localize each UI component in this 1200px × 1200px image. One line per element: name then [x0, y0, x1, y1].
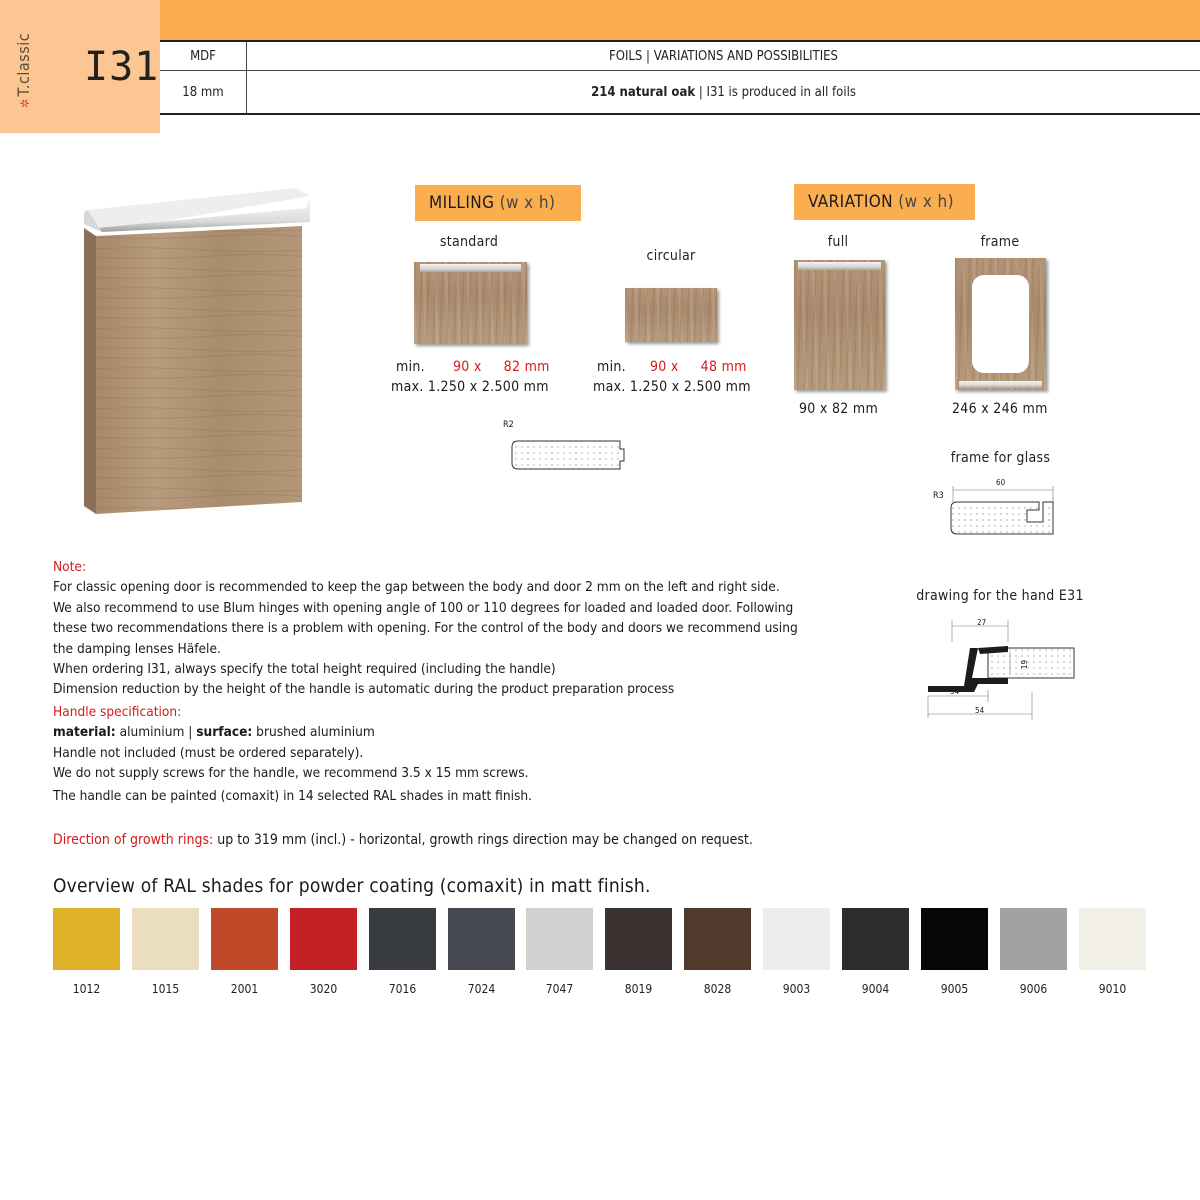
ral-swatch-code: 2001 — [230, 982, 259, 996]
milling-circular-label: circular — [646, 248, 696, 264]
frame-for-glass-label: frame for glass — [950, 450, 1051, 466]
foils-header: FOILS | VARIATIONS AND POSSIBILITIES — [247, 41, 1200, 71]
handle-line: We do not supply screws for the handle, we recommend 3.5 x 15 mm screws. — [53, 765, 529, 782]
standard-min-label: min. — [396, 359, 425, 375]
ral-swatch-code: 7024 — [467, 982, 496, 996]
milling-tab — [415, 185, 581, 221]
material-value: aluminium | — [115, 724, 197, 741]
handle-painted-line: The handle can be painted (comaxit) in 14 selected RAL shades in matt finish. — [53, 788, 533, 805]
foils-value — [247, 71, 1200, 115]
ral-swatch — [605, 908, 672, 970]
r3-label: R3 — [933, 491, 944, 501]
thickness-value: 18 mm — [160, 71, 247, 115]
note-line: When ordering I31, always specify the total height required (including the handle) — [53, 661, 556, 678]
material-header: MDF — [160, 41, 247, 71]
growth-rings-line — [53, 832, 753, 848]
circular-min-label: min. — [597, 359, 626, 375]
note-line: We also recommend to use Blum hinges with opening angle of 100 or 110 degrees for loaded and loaded door. Following these two recommendations there is a problem with opening. For the control of the body and doors we recommend using the damping lenses Häfele. — [53, 599, 798, 657]
circular-min-h: 48 mm — [700, 359, 747, 375]
ral-swatch-code: 1015 — [151, 982, 180, 996]
brand-name — [14, 33, 33, 108]
variation-sub: (w x h) — [898, 192, 954, 212]
glass-width-label: 60 — [996, 478, 1006, 487]
ral-swatch — [448, 908, 515, 970]
circular-min — [597, 359, 747, 375]
glass-profile-drawing — [945, 482, 1060, 542]
variation-tab — [794, 184, 975, 220]
ral-swatch — [921, 908, 988, 970]
standard-handle — [420, 264, 521, 272]
full-door-thumb — [794, 260, 885, 390]
brand-logo-icon: ✲ — [18, 98, 32, 108]
full-handle — [798, 262, 881, 270]
ral-swatch — [132, 908, 199, 970]
note-heading: Note: — [53, 559, 87, 575]
ral-swatch — [842, 908, 909, 970]
standard-min-h: 82 mm — [503, 359, 550, 375]
ral-swatch — [53, 908, 120, 970]
note-line: For classic opening door is recommended to keep the gap between the body and door 2 mm on the left and right side. — [53, 579, 780, 596]
standard-min-w: 90 x — [452, 359, 482, 375]
frame-door-thumb — [955, 258, 1046, 390]
circular-min-w: 90 x — [649, 359, 679, 375]
r2-profile-drawing — [508, 433, 633, 483]
variation-title: VARIATION — [808, 192, 894, 212]
hand-drawing-label: drawing for the hand E31 — [916, 588, 1084, 604]
ral-swatch-code: 3020 — [309, 982, 338, 996]
variation-full-label: full — [827, 234, 849, 250]
growth-text: up to 319 mm (incl.) - horizontal, growth rings direction may be changed on request. — [213, 832, 753, 848]
ral-swatch — [526, 908, 593, 970]
ral-swatch — [211, 908, 278, 970]
ral-swatch-code: 9010 — [1098, 982, 1127, 996]
milling-sub: (w x h) — [499, 193, 556, 213]
hand-dim-54: 54 — [975, 706, 985, 715]
ral-swatch — [290, 908, 357, 970]
handle-line: Handle not included (must be ordered separately). — [53, 744, 364, 761]
ral-swatch — [763, 908, 830, 970]
ral-swatch-code: 1012 — [72, 982, 101, 996]
handle-spec-heading: Handle specification: — [53, 703, 182, 720]
ral-swatch-code: 8028 — [703, 982, 732, 996]
note-line: Dimension reduction by the height of the handle is automatic during the product preparation process — [53, 681, 675, 698]
surface-value: brushed aluminium — [252, 724, 375, 741]
ral-swatch — [1079, 908, 1146, 970]
frame-glass-opening — [972, 275, 1029, 373]
door-image — [84, 184, 324, 514]
ral-title: Overview of RAL shades for powder coating (comaxit) in matt finish. — [53, 875, 651, 897]
ral-swatch — [369, 908, 436, 970]
ral-swatch-code: 7016 — [388, 982, 417, 996]
hand-dim-19: 19 — [1020, 659, 1030, 670]
ral-swatch-code: 8019 — [624, 982, 653, 996]
r2-label: R2 — [503, 420, 514, 430]
brand-name-text: T.classic — [14, 32, 33, 97]
door-drawing — [84, 184, 324, 514]
header-band — [160, 0, 1200, 40]
variation-frame-label: frame — [980, 234, 1020, 250]
spec-table — [160, 40, 1200, 115]
handle-material-line — [53, 722, 813, 742]
surface-label: surface: — [196, 724, 253, 741]
ral-swatch-code: 9005 — [940, 982, 969, 996]
milling-title: MILLING — [429, 193, 495, 213]
hand-dim-27: 27 — [977, 618, 987, 627]
ral-swatch-code: 9003 — [782, 982, 811, 996]
material-label: material: — [53, 724, 116, 741]
standard-door-thumb — [414, 262, 527, 344]
frame-dim: 246 x 246 mm — [952, 401, 1048, 417]
notes-block — [53, 557, 813, 807]
full-dim: 90 x 82 mm — [799, 401, 879, 417]
hand-profile-drawing — [918, 612, 1078, 724]
milling-standard-label: standard — [439, 234, 499, 250]
foil-note: | I31 is produced in all foils — [695, 84, 856, 100]
circular-door-thumb — [625, 288, 717, 342]
foil-name: 214 natural oak — [591, 84, 696, 100]
frame-handle — [959, 381, 1042, 388]
ral-swatch-code: 9004 — [861, 982, 890, 996]
ral-swatch-code: 9006 — [1019, 982, 1048, 996]
ral-swatch-code: 7047 — [545, 982, 574, 996]
product-code: I31 — [84, 44, 160, 90]
standard-min — [396, 359, 550, 375]
ral-swatch — [1000, 908, 1067, 970]
standard-max: max. 1.250 x 2.500 mm — [391, 379, 549, 395]
ral-swatch — [684, 908, 751, 970]
hand-dim-34: 34 — [950, 687, 960, 696]
growth-heading: Direction of growth rings: — [53, 832, 214, 848]
circular-max: max. 1.250 x 2.500 mm — [593, 379, 751, 395]
